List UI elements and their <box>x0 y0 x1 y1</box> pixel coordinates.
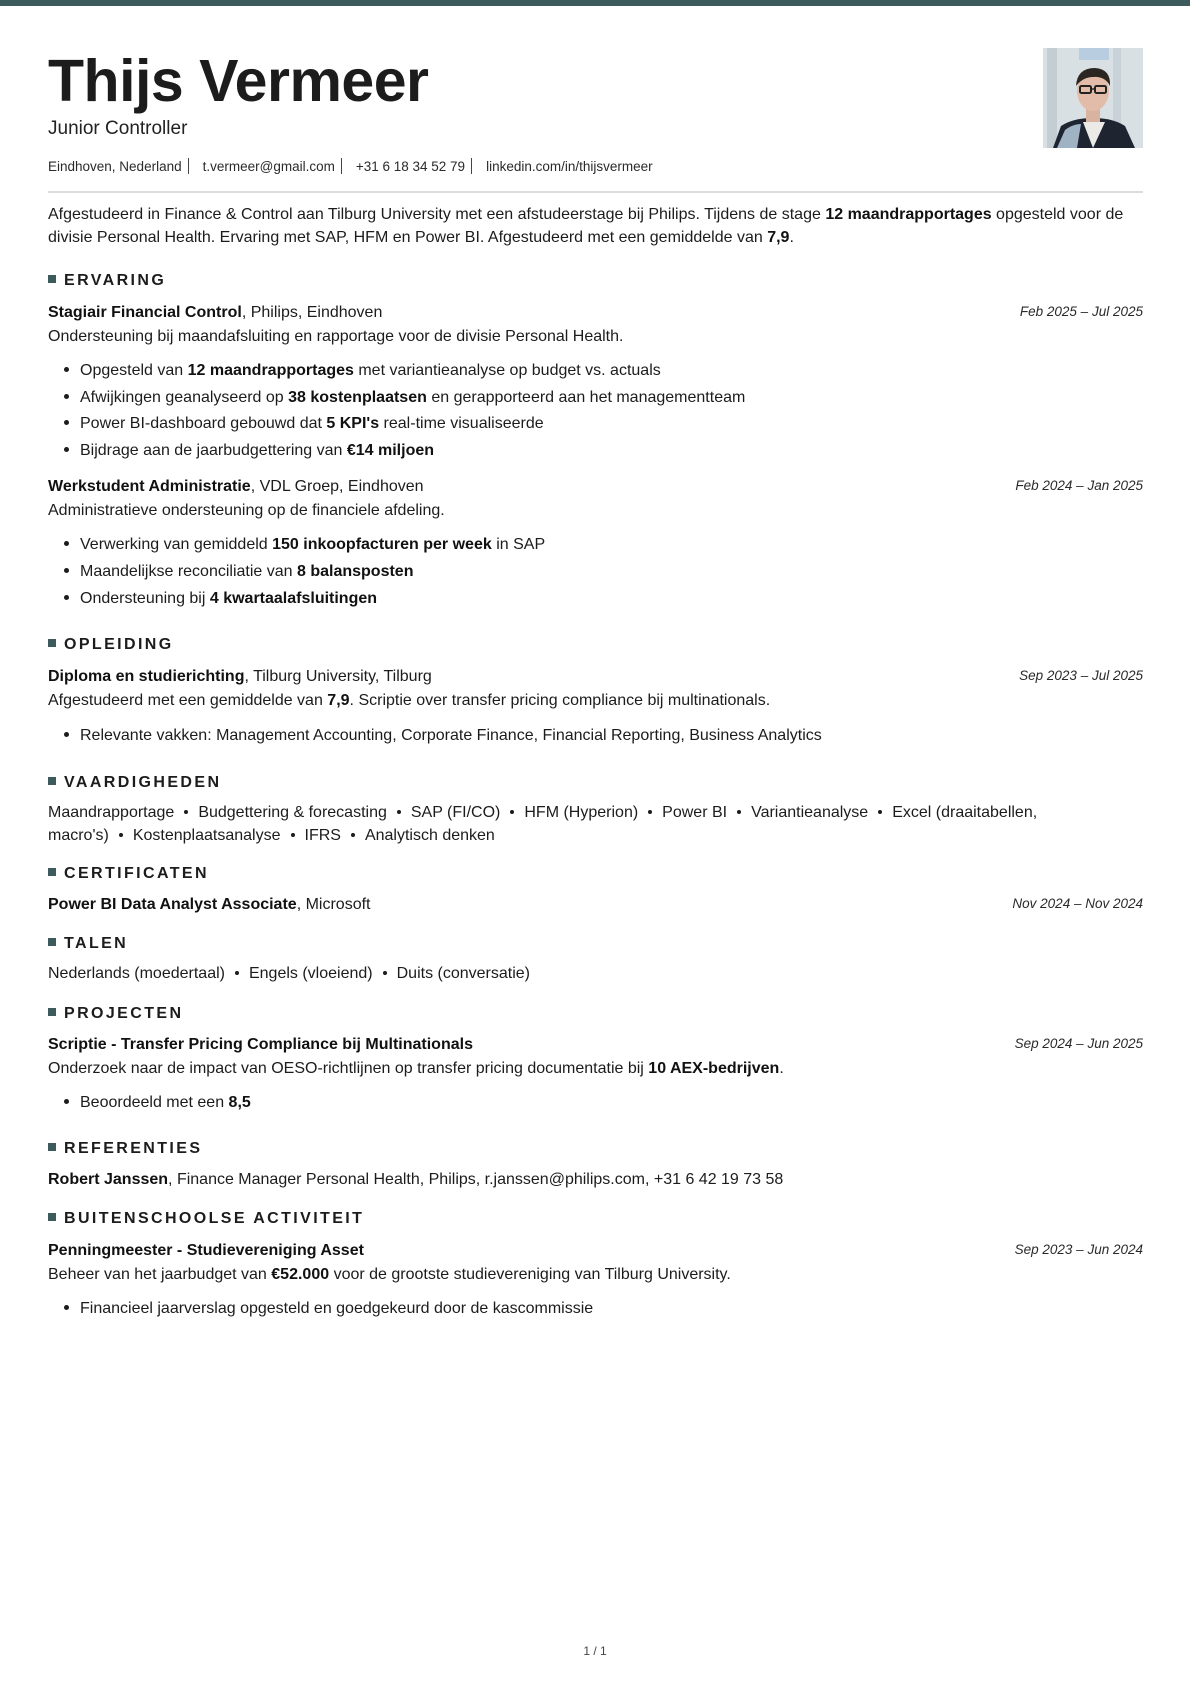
profile-photo-icon <box>1043 48 1143 148</box>
skill-item: Budgettering & forecasting <box>198 804 387 821</box>
skill-item: Analytisch denken <box>364 827 495 844</box>
separator-dot-icon <box>351 833 355 837</box>
candidate-name: Thijs Vermeer <box>48 48 429 114</box>
contact-email[interactable]: t.vermeer@gmail.com <box>202 159 335 174</box>
skill-item: macro's) <box>48 827 109 844</box>
project-date: Sep 2024 – Jun 2025 <box>1014 1036 1143 1051</box>
bullet-text: met variantieanalyse op budget vs. actuals <box>353 362 661 379</box>
bullet-highlight: 38 kostenplaatsen <box>288 389 427 406</box>
section-heading-languages <box>48 934 128 954</box>
skill-item: Excel (draaitabellen, <box>892 804 1038 821</box>
bullet-highlight: 150 inkoopfacturen per week <box>272 536 492 553</box>
job-org: , Philips, Eindhoven <box>241 304 383 321</box>
section-marker-icon <box>48 1213 56 1221</box>
language-item: Nederlands (moedertaal) <box>48 965 225 982</box>
bullet-highlight: 5 KPI's <box>326 415 380 432</box>
page-number: 1 / 1 <box>583 1644 607 1658</box>
experience-entry-title <box>48 476 424 498</box>
bullet-text: in SAP <box>491 536 546 553</box>
contact-separator <box>341 158 342 174</box>
school: , Tilburg University, Tilburg <box>244 668 432 685</box>
skill-item: SAP (FI/CO) <box>410 804 501 821</box>
reference-name: Robert Janssen <box>48 1171 169 1188</box>
contact-location: Eindhoven, Nederland <box>48 159 182 174</box>
activity-description <box>48 1264 731 1286</box>
skill-item: Maandrapportage <box>48 804 175 821</box>
bullet-icon <box>64 1099 69 1104</box>
summary-highlight: 7,9 <box>767 229 790 246</box>
resume-page <box>48 0 1143 1317</box>
bullet-text: Verwerking van gemiddeld <box>80 536 273 553</box>
section-marker-icon <box>48 275 56 283</box>
bullet-icon <box>64 595 69 600</box>
contact-separator <box>188 158 189 174</box>
skill-item: HFM (Hyperion) <box>524 804 639 821</box>
section-marker-icon <box>48 777 56 785</box>
separator-dot-icon <box>878 810 882 814</box>
section-heading-label: BUITENSCHOOLSE ACTIVITEIT <box>64 1210 365 1227</box>
bullet-highlight: 4 kwartaalafsluitingen <box>209 590 378 607</box>
skill-item: Kostenplaatsanalyse <box>132 827 281 844</box>
bullet-icon <box>64 541 69 546</box>
section-heading-education <box>48 635 174 655</box>
separator-dot-icon <box>235 971 239 975</box>
section-marker-icon <box>48 1008 56 1016</box>
section-marker-icon <box>48 1143 56 1151</box>
section-heading-label: VAARDIGHEDEN <box>64 774 222 791</box>
certificate-issuer: , Microsoft <box>296 896 371 913</box>
languages-list <box>48 963 530 985</box>
section-heading-skills <box>48 773 221 793</box>
summary-text: opgesteld voor de divisie Personal Health. Ervaring met SAP, HFM en Power BI. Afgestudeerd met een gemiddelde van <box>48 206 1124 246</box>
summary-highlight: 12 maandrapportages <box>825 206 992 223</box>
bullet-text: Power BI-dashboard gebouwd dat <box>80 415 327 432</box>
skills-line-2 <box>48 825 495 847</box>
job-role: Werkstudent Administratie <box>48 478 251 495</box>
bullet-text: real-time visualiseerde <box>379 415 544 432</box>
bullet-text: Opgesteld van <box>80 362 188 379</box>
skill-item: IFRS <box>304 827 341 844</box>
bullet-text: Ondersteuning bij <box>80 590 210 607</box>
activity-text: Beheer van het jaarbudget van <box>48 1266 272 1283</box>
list-item <box>64 387 745 409</box>
list-item <box>64 561 413 583</box>
bullet-icon <box>64 367 69 372</box>
bullet-icon <box>64 1305 69 1310</box>
contact-separator <box>471 158 472 174</box>
certificate-name: Power BI Data Analyst Associate <box>48 896 297 913</box>
language-item: Duits (conversatie) <box>396 965 530 982</box>
summary-text: . <box>789 229 794 246</box>
section-heading-projects <box>48 1004 183 1024</box>
list-item <box>64 725 822 747</box>
separator-dot-icon <box>510 810 514 814</box>
list-item <box>64 360 661 382</box>
header-divider <box>48 191 1143 193</box>
job-role: Stagiair Financial Control <box>48 304 242 321</box>
education-date: Sep 2023 – Jul 2025 <box>1019 668 1143 683</box>
activity-title-text: Penningmeester - Studievereniging Asset <box>48 1242 364 1259</box>
section-heading-extracurricular <box>48 1209 364 1229</box>
bullet-text: Afwijkingen geanalyseerd op <box>80 389 289 406</box>
bullet-highlight: 12 maandrapportages <box>187 362 354 379</box>
section-heading-label: ERVARING <box>64 272 167 289</box>
separator-dot-icon <box>119 833 123 837</box>
certificate-entry <box>48 894 370 916</box>
profile-summary <box>48 203 1143 249</box>
bullet-icon <box>64 568 69 573</box>
bullet-text: Maandelijkse reconciliatie van <box>80 563 297 580</box>
language-item: Engels (vloeiend) <box>248 965 373 982</box>
skill-item: Variantieanalyse <box>751 804 869 821</box>
education-entry-title <box>48 666 432 688</box>
section-marker-icon <box>48 868 56 876</box>
bullet-icon <box>64 732 69 737</box>
section-heading-label: CERTIFICATEN <box>64 865 209 882</box>
experience-description: Administratieve ondersteuning op de financiele afdeling. <box>48 502 445 519</box>
bullet-icon <box>64 447 69 452</box>
reference-details: , Finance Manager Personal Health, Philips, r.janssen@philips.com, +31 6 42 19 73 58 <box>168 1171 784 1188</box>
bullet-text: en gerapporteerd aan het managementteam <box>426 389 746 406</box>
job-org: , VDL Groep, Eindhoven <box>250 478 424 495</box>
separator-dot-icon <box>397 810 401 814</box>
degree: Diploma en studierichting <box>48 668 245 685</box>
list-item <box>64 413 544 435</box>
activity-highlight: €52.000 <box>271 1266 330 1283</box>
education-description <box>48 690 770 712</box>
skills-line-1 <box>48 802 1037 824</box>
skill-item: Power BI <box>662 804 728 821</box>
project-text: Onderzoek naar de impact van OESO-richtlijnen op transfer pricing documentatie bij <box>48 1060 649 1077</box>
project-title-text: Scriptie - Transfer Pricing Compliance bij Multinationals <box>48 1036 473 1053</box>
list-item <box>64 588 377 610</box>
section-heading-certificates <box>48 864 209 884</box>
list-item <box>64 1092 251 1114</box>
list-item <box>64 1298 593 1320</box>
experience-date: Feb 2024 – Jan 2025 <box>1015 478 1143 493</box>
separator-dot-icon <box>648 810 652 814</box>
section-marker-icon <box>48 639 56 647</box>
reference-entry <box>48 1169 783 1191</box>
list-item <box>64 440 434 462</box>
education-text: Afgestudeerd met een gemiddelde van <box>48 692 328 709</box>
bullet-text: Beoordeeld met een <box>80 1094 229 1111</box>
contact-bar <box>48 158 653 176</box>
separator-dot-icon <box>291 833 295 837</box>
activity-text: voor de grootste studievereniging van Tilburg University. <box>329 1266 731 1283</box>
project-text: . <box>779 1060 784 1077</box>
education-text: . Scriptie over transfer pricing compliance bij multinationals. <box>349 692 771 709</box>
bullet-text: Bijdrage aan de jaarbudgettering van <box>80 442 347 459</box>
section-heading-label: TALEN <box>64 935 129 952</box>
section-heading-label: PROJECTEN <box>64 1005 184 1022</box>
section-marker-icon <box>48 938 56 946</box>
section-heading-experience <box>48 271 166 291</box>
experience-entry-title <box>48 302 382 324</box>
separator-dot-icon <box>737 810 741 814</box>
list-item <box>64 534 545 556</box>
section-heading-label: REFERENTIES <box>64 1140 203 1157</box>
activity-date: Sep 2023 – Jun 2024 <box>1014 1242 1143 1257</box>
contact-phone[interactable]: +31 6 18 34 52 79 <box>355 159 466 174</box>
bullet-text: Financieel jaarverslag opgesteld en goedgekeurd door de kascommissie <box>80 1300 594 1317</box>
experience-date: Feb 2025 – Jul 2025 <box>1019 304 1143 319</box>
project-description <box>48 1058 784 1080</box>
candidate-title: Junior Controller <box>48 118 188 139</box>
education-highlight: 7,9 <box>327 692 350 709</box>
certificate-date: Nov 2024 – Nov 2024 <box>1012 896 1143 911</box>
bullet-highlight: €14 miljoen <box>346 442 435 459</box>
summary-text: Afgestudeerd in Finance & Control aan Tilburg University met een afstudeerstage bij Philips. Tijdens de stage <box>48 206 826 223</box>
bullet-text: Relevante vakken: Management Accounting, Corporate Finance, Financial Reporting, Business Analytics <box>80 727 822 744</box>
separator-dot-icon <box>184 810 188 814</box>
section-heading-label: OPLEIDING <box>64 636 174 653</box>
separator-dot-icon <box>383 971 387 975</box>
bullet-icon <box>64 420 69 425</box>
bullet-icon <box>64 394 69 399</box>
project-title <box>48 1034 473 1056</box>
experience-description: Ondersteuning bij maandafsluiting en rapportage voor de divisie Personal Health. <box>48 328 624 345</box>
profile-photo <box>1043 48 1143 148</box>
activity-title <box>48 1240 364 1262</box>
bullet-highlight: 8,5 <box>228 1094 251 1111</box>
bullet-highlight: 8 balansposten <box>297 563 414 580</box>
project-highlight: 10 AEX-bedrijven <box>648 1060 780 1077</box>
contact-linkedin[interactable]: linkedin.com/in/thijsvermeer <box>486 159 653 174</box>
resume-header <box>48 0 1143 200</box>
section-heading-references <box>48 1139 202 1159</box>
